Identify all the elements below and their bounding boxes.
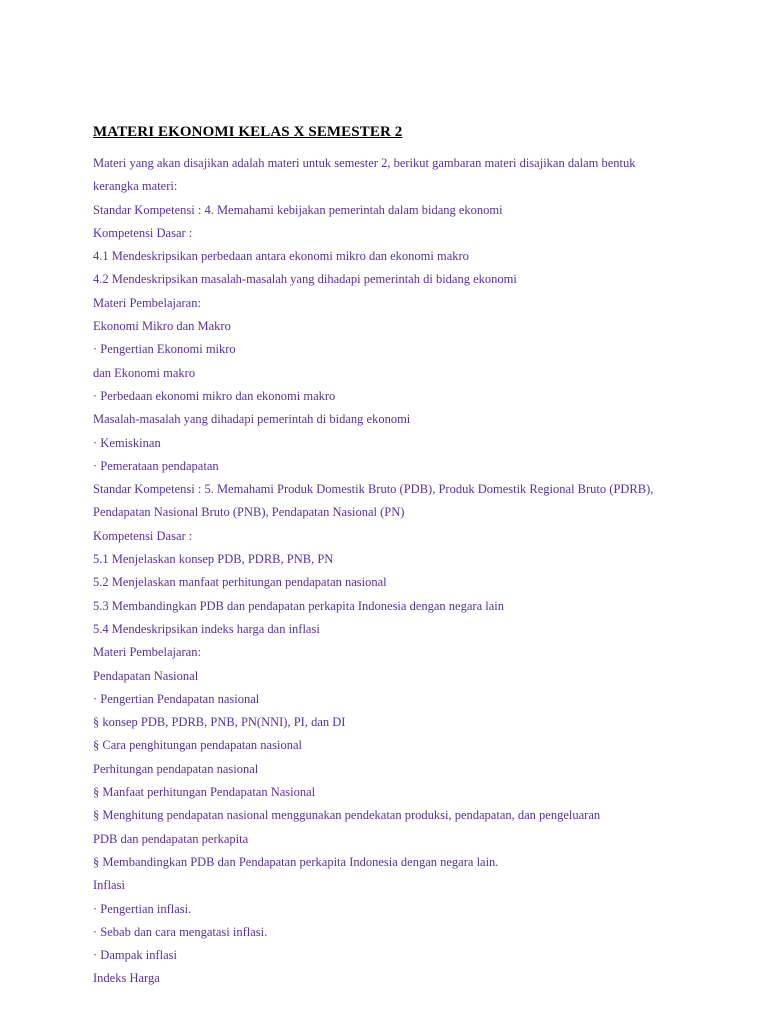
text-line: 5.4 Mendeskripsikan indeks harga dan inflasi <box>93 621 320 636</box>
text-line: · Pemerataan pendapatan <box>93 458 219 473</box>
text-line: · Pengertian Pendapatan nasional <box>93 691 260 706</box>
text-line: 4.1 Mendeskripsikan perbedaan antara ekonomi mikro dan ekonomi makro <box>93 249 469 264</box>
text-line: kerangka materi: <box>93 179 178 194</box>
document-body <box>93 152 693 991</box>
text-line: Pendapatan Nasional Bruto (PNB), Pendapatan Nasional (PN) <box>93 505 405 520</box>
text-line: Standar Kompetensi : 4. Memahami kebijakan pemerintah dalam bidang ekonomi <box>93 202 503 217</box>
text-line: 4.2 Mendeskripsikan masalah-masalah yang dihadapi pemerintah di bidang ekonomi <box>93 272 517 287</box>
text-line: § Manfaat perhitungan Pendapatan Nasional <box>93 785 316 800</box>
text-line: Kompetensi Dasar : <box>93 528 193 543</box>
text-line: Inflasi <box>93 878 125 893</box>
text-line: Materi Pembelajaran: <box>93 295 201 310</box>
text-line: Perhitungan pendapatan nasional <box>93 761 259 776</box>
text-line: § Menghitung pendapatan nasional menggunakan pendekatan produksi, pendapatan, dan pengeluaran <box>93 808 601 823</box>
text-line: dan Ekonomi makro <box>93 365 196 380</box>
text-line: § konsep PDB, PDRB, PNB, PN(NNI), PI, dan DI <box>93 715 346 730</box>
document-title: MATERI EKONOMI KELAS X SEMESTER 2 <box>93 124 403 140</box>
text-line: Standar Kompetensi : 5. Memahami Produk Domestik Bruto (PDB), Produk Domestik Regional Bruto (PDRB), <box>93 482 654 497</box>
text-line: Pendapatan Nasional <box>93 668 199 683</box>
text-line: Ekonomi Mikro dan Makro <box>93 319 231 334</box>
text-line: · Sebab dan cara mengatasi inflasi. <box>93 924 268 939</box>
text-line: 5.1 Menjelaskan konsep PDB, PDRB, PNB, PN <box>93 552 334 567</box>
text-line: Indeks Harga <box>93 971 160 986</box>
text-line: Kompetensi Dasar : <box>93 225 193 240</box>
text-line: 5.3 Membandingkan PDB dan pendapatan perkapita Indonesia dengan negara lain <box>93 598 504 613</box>
text-line: PDB dan pendapatan perkapita <box>93 831 249 846</box>
text-line: · Perbedaan ekonomi mikro dan ekonomi makro <box>93 388 336 403</box>
text-line: 5.2 Menjelaskan manfaat perhitungan pendapatan nasional <box>93 575 387 590</box>
text-line: Materi yang akan disajikan adalah materi untuk semester 2, berikut gambaran materi disajikan dalam bentuk <box>93 156 636 170</box>
text-line: Masalah-masalah yang dihadapi pemerintah di bidang ekonomi <box>93 412 411 427</box>
text-line: § Cara penghitungan pendapatan nasional <box>93 738 302 753</box>
text-line: · Dampak inflasi <box>93 948 178 963</box>
text-line: · Kemiskinan <box>93 435 161 450</box>
text-line: · Pengertian Ekonomi mikro <box>93 342 236 357</box>
text-line: Materi Pembelajaran: <box>93 645 201 660</box>
text-line: · Pengertian inflasi. <box>93 901 192 916</box>
text-line: § Membandingkan PDB dan Pendapatan perkapita Indonesia dengan negara lain. <box>93 854 499 869</box>
